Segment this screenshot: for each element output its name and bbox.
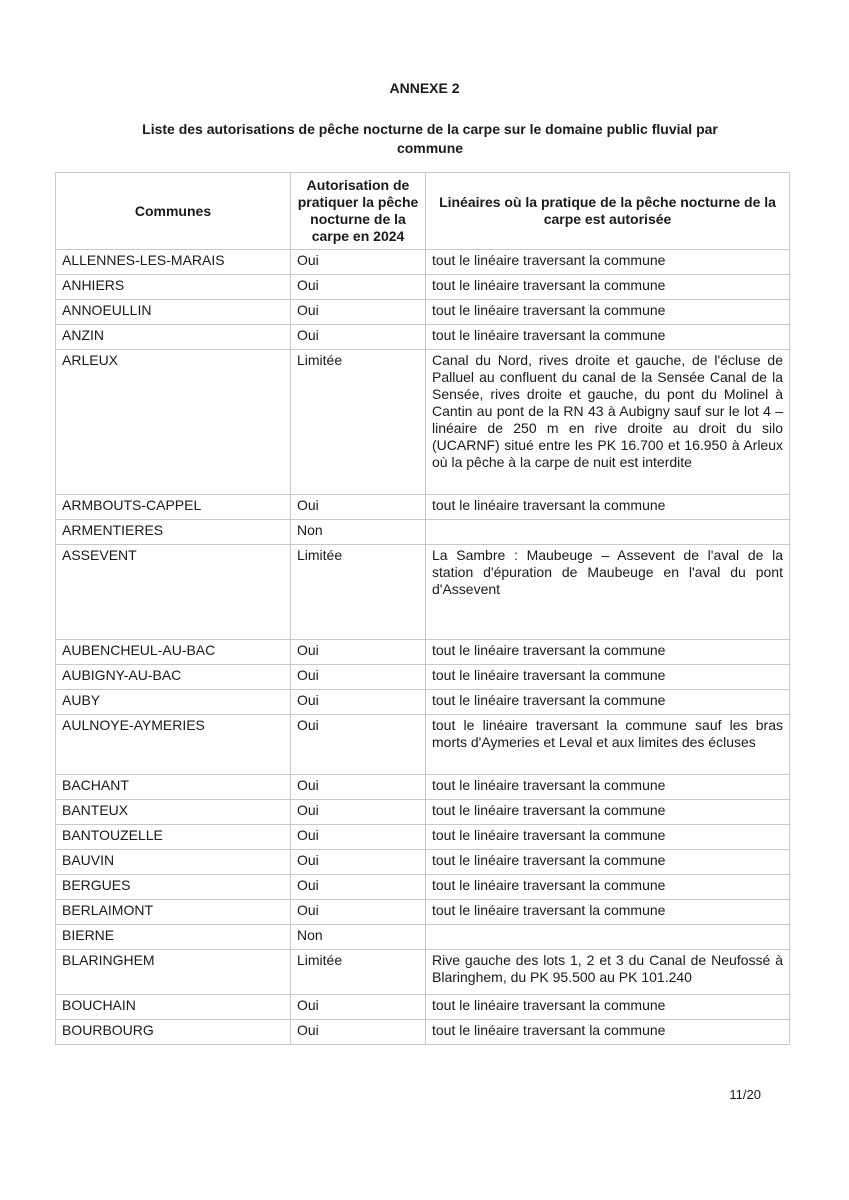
lineaires-cell: tout le linéaire traversant la commune sauf les bras morts d'Aymeries et Leval et aux limites des écluses: [426, 715, 790, 775]
commune-cell: ARMBOUTS-CAPPEL: [56, 495, 291, 520]
lineaires-cell: Canal du Nord, rives droite et gauche, de l'écluse de Palluel au confluent du canal de la Sensée Canal de la Sensée, rives droite et gauche, du pont du Molinel à Cantin au pont de la RN 43 à Aubigny sauf sur le lot 4 – linéaire de 250 m en rive droite au droit du silo (UCARNF) situé entre les PK 16.700 et 16.950 à Arleux où la pêche à la carpe de nuit est interdite: [426, 350, 790, 495]
autorisation-cell: Oui: [291, 825, 426, 850]
autorisation-cell: Limitée: [291, 950, 426, 995]
table-row: [56, 800, 790, 825]
autorisation-cell: Oui: [291, 875, 426, 900]
table-row: [56, 275, 790, 300]
table-row: [56, 775, 790, 800]
table-row: [56, 545, 790, 640]
lineaires-cell: [426, 520, 790, 545]
commune-cell: ASSEVENT: [56, 545, 291, 640]
autorisation-cell: Oui: [291, 690, 426, 715]
commune-cell: BIERNE: [56, 925, 291, 950]
autorisation-cell: Non: [291, 520, 426, 545]
commune-cell: ANNOEULLIN: [56, 300, 291, 325]
table-row: [56, 715, 790, 775]
lineaires-cell: tout le linéaire traversant la commune: [426, 775, 790, 800]
page-number: 11/20: [729, 1087, 761, 1102]
autorisation-cell: Oui: [291, 300, 426, 325]
table-row: [56, 495, 790, 520]
commune-cell: ANHIERS: [56, 275, 291, 300]
autorisation-cell: Non: [291, 925, 426, 950]
table-row: [56, 300, 790, 325]
autorisation-cell: Oui: [291, 250, 426, 275]
commune-cell: BOUCHAIN: [56, 995, 291, 1020]
table-row: [56, 825, 790, 850]
commune-cell: BACHANT: [56, 775, 291, 800]
autorisation-cell: Oui: [291, 850, 426, 875]
column-header-communes: Communes: [56, 173, 291, 250]
lineaires-cell: tout le linéaire traversant la commune: [426, 275, 790, 300]
autorisation-cell: Oui: [291, 495, 426, 520]
lineaires-cell: tout le linéaire traversant la commune: [426, 875, 790, 900]
commune-cell: ALLENNES-LES-MARAIS: [56, 250, 291, 275]
lineaires-cell: tout le linéaire traversant la commune: [426, 1020, 790, 1045]
column-header-lineaires: Linéaires où la pratique de la pêche nocturne de la carpe est autorisée: [426, 173, 790, 250]
autorisation-cell: Limitée: [291, 350, 426, 495]
autorisation-cell: Oui: [291, 715, 426, 775]
lineaires-cell: tout le linéaire traversant la commune: [426, 250, 790, 275]
lineaires-cell: tout le linéaire traversant la commune: [426, 995, 790, 1020]
autorisation-cell: Oui: [291, 1020, 426, 1045]
table-body: [56, 250, 790, 1045]
lineaires-cell: tout le linéaire traversant la commune: [426, 665, 790, 690]
table-row: [56, 665, 790, 690]
autorisation-cell: Oui: [291, 665, 426, 690]
table-row: [56, 640, 790, 665]
lineaires-cell: tout le linéaire traversant la commune: [426, 325, 790, 350]
table-row: [56, 900, 790, 925]
lineaires-cell: [426, 925, 790, 950]
column-header-autorisation: Autorisation de pratiquer la pêche nocturne de la carpe en 2024: [291, 173, 426, 250]
lineaires-cell: tout le linéaire traversant la commune: [426, 825, 790, 850]
commune-cell: AUBY: [56, 690, 291, 715]
lineaires-cell: tout le linéaire traversant la commune: [426, 300, 790, 325]
table-row: [56, 995, 790, 1020]
autorisation-cell: Oui: [291, 640, 426, 665]
commune-cell: BERGUES: [56, 875, 291, 900]
table-row: [56, 850, 790, 875]
autorisation-cell: Oui: [291, 775, 426, 800]
communes-table: [55, 172, 790, 1045]
table-header-row: [56, 173, 790, 250]
table-row: [56, 925, 790, 950]
lineaires-cell: tout le linéaire traversant la commune: [426, 900, 790, 925]
lineaires-cell: tout le linéaire traversant la commune: [426, 640, 790, 665]
commune-cell: BLARINGHEM: [56, 950, 291, 995]
commune-cell: BAUVIN: [56, 850, 291, 875]
table-row: [56, 875, 790, 900]
lineaires-cell: tout le linéaire traversant la commune: [426, 690, 790, 715]
table-row: [56, 520, 790, 545]
lineaires-cell: Rive gauche des lots 1, 2 et 3 du Canal de Neufossé à Blaringhem, du PK 95.500 au PK 101.240: [426, 950, 790, 995]
autorisation-cell: Limitée: [291, 545, 426, 640]
autorisation-cell: Oui: [291, 800, 426, 825]
table-row: [56, 350, 790, 495]
page-subtitle: Liste des autorisations de pêche nocturne de la carpe sur le domaine public fluvial par commune: [142, 121, 718, 156]
commune-cell: BANTEUX: [56, 800, 291, 825]
commune-cell: AULNOYE-AYMERIES: [56, 715, 291, 775]
commune-cell: BOURBOURG: [56, 1020, 291, 1045]
lineaires-cell: La Sambre : Maubeuge – Assevent de l'aval de la station d'épuration de Maubeuge en l'aval du pont d'Assevent: [426, 545, 790, 640]
autorisation-cell: Oui: [291, 900, 426, 925]
lineaires-cell: tout le linéaire traversant la commune: [426, 850, 790, 875]
commune-cell: BANTOUZELLE: [56, 825, 291, 850]
lineaires-cell: tout le linéaire traversant la commune: [426, 495, 790, 520]
table-row: [56, 950, 790, 995]
autorisation-cell: Oui: [291, 325, 426, 350]
commune-cell: ANZIN: [56, 325, 291, 350]
commune-cell: AUBIGNY-AU-BAC: [56, 665, 291, 690]
table-row: [56, 325, 790, 350]
table-row: [56, 1020, 790, 1045]
table-row: [56, 690, 790, 715]
autorisation-cell: Oui: [291, 995, 426, 1020]
commune-cell: ARMENTIERES: [56, 520, 291, 545]
commune-cell: AUBENCHEUL-AU-BAC: [56, 640, 291, 665]
commune-cell: BERLAIMONT: [56, 900, 291, 925]
table-row: [56, 250, 790, 275]
lineaires-cell: tout le linéaire traversant la commune: [426, 800, 790, 825]
commune-cell: ARLEUX: [56, 350, 291, 495]
page-title: ANNEXE 2: [389, 80, 460, 96]
autorisation-cell: Oui: [291, 275, 426, 300]
